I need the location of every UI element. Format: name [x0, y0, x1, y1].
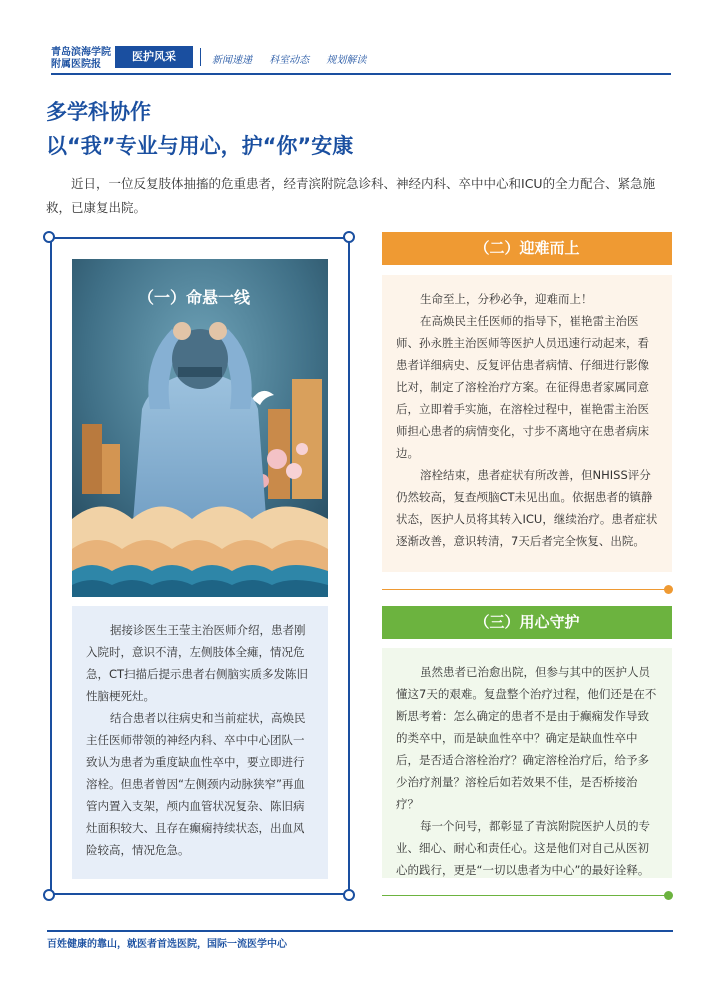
column-link-dept[interactable]: 科室动态 [269, 55, 310, 66]
section2-text-box [382, 275, 672, 572]
section2-paragraph: 溶栓结束，患者症状有所改善，但NHISS评分仍然较高，复查颅脑CT未见出血。依据患者的镇静状态，医护人员将其转入ICU，继续治疗。患者症状逐渐改善，意识转清，7天后者完全恢复、出院。 [396, 468, 658, 548]
section3-paragraph: 虽然患者已治愈出院，但参与其中的医护人员懂这7天的艰难。复盘整个治疗过程，他们还是在不断思考着：怎么确定的患者不是由于癫痫发作导致的类卒中，而是缺血性卒中？确定是缺血性卒中后，是否适合溶栓治疗？确定溶栓治疗后，给予多少治疗剂量？溶栓后如若效果不佳，是否桥接治疗？ [396, 665, 657, 811]
footer-slogan: 百姓健康的靠山，就医者首选医院，国际一流医学中心 [47, 939, 287, 950]
section2-paragraph: 在高焕民主任医师的指导下，崔艳雷主治医师、孙永胜主治医师等医护人员迅速行动起来，看患者详细病史、反复评估患者病情、仔细进行影像比对，制定了溶栓治疗方案。在征得患者家属同意后，立即着手实施，在溶栓过程中，崔艳雷主治医师担心患者的病情变化，寸步不离地守在患者病床边。 [396, 314, 649, 460]
section1-heading: （一）命悬一线 [138, 288, 251, 307]
section-tag: 医护风采 [115, 46, 193, 68]
header-divider [200, 48, 201, 66]
section3-text-box [382, 648, 672, 878]
section2-divider [382, 589, 668, 590]
section3-paragraph: 每一个问号，都彰显了青滨附院医护人员的专业、细心、耐心和责任心。这是他们对自己从医初心的践行，更是“一切以患者为中心”的最好诠释。 [396, 819, 650, 877]
section1-paragraph: 结合患者以往病史和当前症状，高焕民主任医师带领的神经内科、卒中中心团队一致认为患者为重度缺血性卒中，要立即进行溶栓。但患者曾因“左侧颈内动脉狭窄”再血管内置入支架，颅内血管状况复杂、陈旧病灶面积较大、且存在癫痫持续状态，出血风险较高，情况危急。 [86, 711, 306, 857]
header-rule [51, 73, 671, 75]
section1-text-box [72, 606, 328, 879]
page-header [0, 40, 720, 74]
frame-corner-dot [43, 231, 55, 243]
doctor-illustration [72, 259, 328, 597]
publication-name-line2: 附属医院报 [51, 59, 101, 70]
section2-paragraph: 生命至上，分秒必争，迎难而上！ [420, 292, 593, 306]
section2-divider-dot [664, 585, 673, 594]
frame-corner-dot [343, 889, 355, 901]
article-title: 以“我”专业与用心，护“你”安康 [46, 134, 354, 158]
frame-corner-dot [43, 889, 55, 901]
publication-name-line1: 青岛滨海学院 [51, 47, 111, 58]
column-link-news[interactable]: 新闻速递 [212, 55, 252, 66]
article-intro: 近日，一位反复肢体抽搐的危重患者，经青滨附院急诊科、神经内科、卒中中心和ICU的全力配合、紧急施救，已康复出院。 [46, 176, 656, 215]
doctor-illustration-art [72, 259, 328, 597]
section1-paragraph: 据接诊医生王莹主治医师介绍，患者刚入院时，意识不清，左侧肢体全瘫，情况危急，CT扫描后提示患者右侧脑实质多发陈旧性脑梗死灶。 [86, 623, 309, 703]
footer-rule [47, 930, 673, 932]
section3-divider [382, 895, 668, 896]
publication-name [51, 47, 111, 71]
column-links [212, 51, 380, 66]
section3-divider-dot [664, 891, 673, 900]
article-kicker: 多学科协作 [46, 100, 151, 124]
column-link-plan[interactable]: 规划解读 [326, 55, 367, 66]
frame-corner-dot [343, 231, 355, 243]
section3-heading: （三）用心守护 [382, 606, 672, 639]
section2-heading: （二）迎难而上 [382, 232, 672, 265]
